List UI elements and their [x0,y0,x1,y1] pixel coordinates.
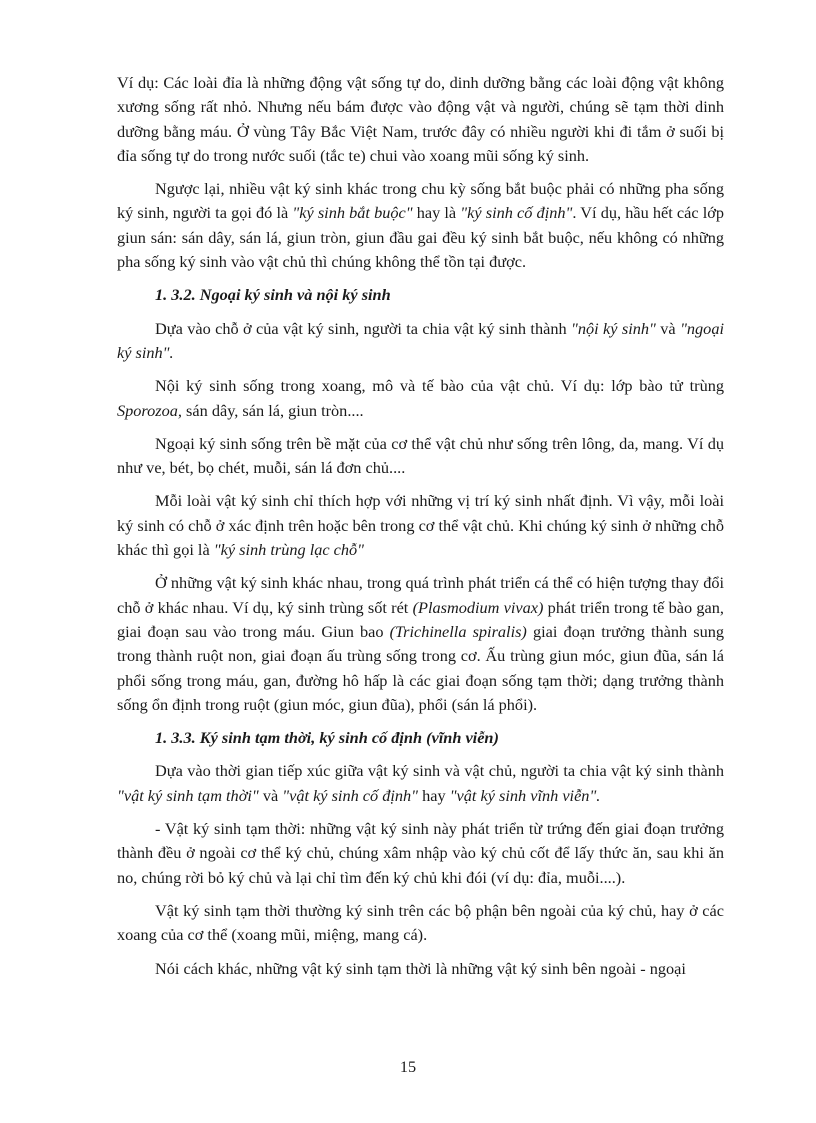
italic-term: "nội ký sinh" [571,318,656,338]
italic-term: "vật ký sinh cố định" [282,785,419,805]
text-run: Nội ký sinh sống trong xoang, mô và tế bào của vật chủ. Ví dụ: lớp bào tử trùng [155,376,724,396]
text-run: hay là [412,203,461,223]
section-heading [117,726,724,750]
text-run: Ví dụ: Các loài đỉa là những động vật sống tự do, dinh dưỡng bằng các loài động vật không xương sống rất nhỏ. Nhưng nếu bám được vào động vật và người, chúng sẽ tạm thời dinh dưỡng bằng máu. Ở vùng Tây Bắc Việt Nam, trước đây có nhiều người khi đi tắm ở suối bị đỉa sống tự do trong nước suối (tắc te) chui vào xoang mũi sống ký sinh. [117,73,724,165]
italic-term: "vật ký sinh vĩnh viễn". [449,785,601,805]
body-paragraph [117,374,724,423]
text-run: Ngược lại, nhiều vật ký sinh khác trong chu kỳ sống bắt buộc phải có những pha sống ký sinh, người ta gọi đó là [117,179,724,223]
body-paragraph [117,571,724,717]
text-run: và [258,785,283,805]
text-run: Ở những vật ký sinh khác nhau, trong quá trình phát triển cá thể có hiện tượng thay đổi chỗ ở khác nhau. Ví dụ, ký sinh trùng sốt rét [117,573,724,617]
italic-term: Sporozoa, [117,400,182,420]
italic-term: (Trichinella spiralis) [389,621,527,641]
text-run: Vật ký sinh tạm thời thường ký sinh trên các bộ phận bên ngoài của ký chủ, hay ở các xoang của cơ thể (xoang mũi, miệng, mang cá). [117,900,724,945]
text-run: Mỗi loài vật ký sinh chỉ thích hợp với những vị trí ký sinh nhất định. Vì vậy, mỗi loài ký sinh có chỗ ở xác định trên hoặc bên trong cơ thể vật chủ. Khi chúng ký sinh ở những chỗ khác thì gọi là [117,491,724,560]
text-run: Dựa vào chỗ ở của vật ký sinh, người ta chia vật ký sinh thành [155,318,572,338]
page-number: 15 [399,1057,417,1076]
page-body [117,71,724,981]
text-run: sán dây, sán lá, giun tròn.... [181,400,364,420]
italic-term: "ký sinh bắt buộc" [292,203,413,223]
body-paragraph [117,177,724,274]
text-run: và [655,318,681,338]
text-run: . Ví dụ, hầu hết các lớp giun sán: sán dây, sán lá, giun tròn, giun đầu gai đều ký sinh bắt buộc, nếu không có những pha sống ký sinh vào vật chủ thì chúng không thể tồn tại được. [117,203,725,272]
body-paragraph [117,759,724,808]
text-run: phát triển trong tế bào gan, giai đoạn sau vào trong máu. Giun bao [117,597,724,641]
text-run: 1. 3.3. Ký sinh tạm thời, ký sinh cố định (vĩnh viễn) [155,728,499,748]
section-heading [117,283,724,307]
body-paragraph [117,817,724,890]
italic-term: "ngoại ký sinh". [117,318,724,362]
body-paragraph [117,957,724,981]
text-run: giai đoạn trưởng thành sung trong thành ruột non, giai đoạn ấu trùng sống trong cơ. Ấu trùng giun móc, giun đũa, sán lá phổi sống trong máu, gan, đường hô hấp là các giai đoạn sống tạm thời; dạng trưởng thành sống ổn định trong ruột (giun móc, giun đũa), phổi (sán lá phổi). [117,621,724,714]
italic-term: "ký sinh trùng lạc chỗ" [213,540,364,560]
text-run: Ngoại ký sinh sống trên bề mặt của cơ thể vật chủ như sống trên lông, da, mang. Ví dụ như ve, bét, bọ chét, muỗi, sán lá đơn chủ.... [117,433,724,478]
italic-term: "vật ký sinh tạm thời" [117,785,259,805]
body-paragraph [117,899,724,948]
text-run: hay [418,785,450,805]
text-run: - Vật ký sinh tạm thời: những vật ký sinh này phát triển từ trứng đến giai đoạn trưởng thành đều ở ngoài cơ thể ký chủ, chúng xâm nhập vào ký chủ cốt để lấy thức ăn, sau khi ăn no, chúng rời bỏ ký chủ và lại chỉ tìm đến ký chủ khi đói (ví dụ: đỉa, muỗi....). [117,819,724,887]
text-run: Nói cách khác, những vật ký sinh tạm thời là những vật ký sinh bên ngoài - ngoại [155,958,686,978]
italic-term: (Plasmodium vivax) [412,597,544,617]
body-paragraph [117,317,724,366]
text-run: 1. 3.2. Ngoại ký sinh và nội ký sinh [155,285,391,305]
body-paragraph [117,71,724,168]
text-run: Dựa vào thời gian tiếp xúc giữa vật ký sinh và vật chủ, người ta chia vật ký sinh thành [155,761,724,781]
italic-term: "ký sinh cố định" [460,203,573,223]
body-paragraph [117,432,724,481]
body-paragraph [117,489,724,562]
